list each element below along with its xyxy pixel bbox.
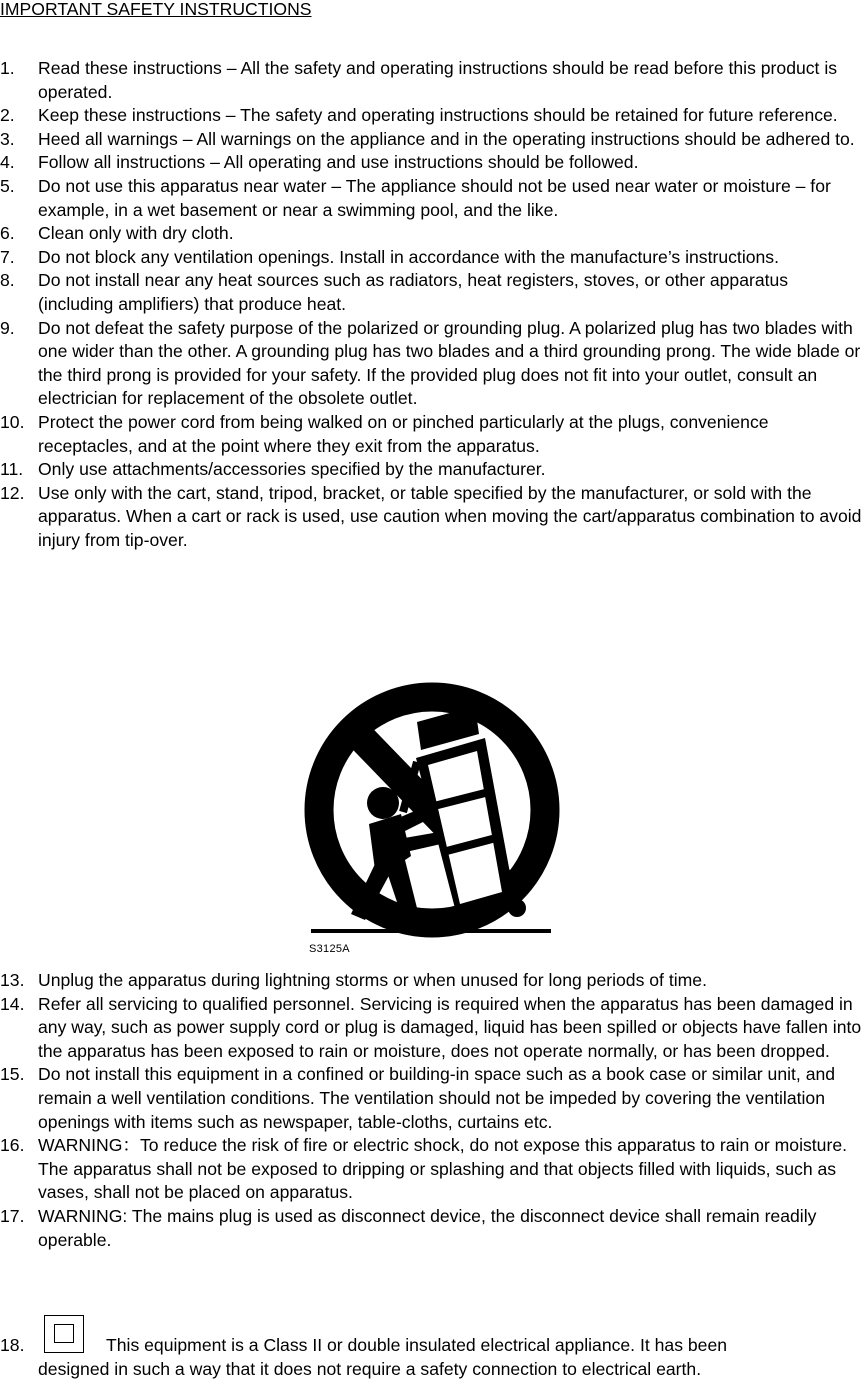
- item-text: Unplug the apparatus during lightning storms or when unused for long periods of time.: [38, 970, 707, 990]
- item-number: 6.: [0, 223, 15, 244]
- item-number: 4.: [0, 152, 15, 173]
- instructions-list-2: [0, 969, 863, 1252]
- item-number: 12.: [0, 482, 25, 503]
- list-item: [0, 246, 863, 270]
- list-item: [0, 317, 863, 411]
- list-item: [0, 104, 863, 128]
- item-number: 1.: [0, 58, 15, 78]
- item-number: 10.: [0, 411, 25, 432]
- item-text: Do not use this apparatus near water – The appliance should not be used near water or moisture – for example, in a wet basement or near a swimming pool, and the like.: [38, 175, 831, 220]
- item-number: 18.: [0, 1335, 25, 1355]
- item-text-line-1: This equipment is a Class II or double insulated electrical appliance. It has been: [106, 1335, 728, 1355]
- item-number: 2.: [0, 105, 15, 126]
- list-item: [0, 128, 863, 152]
- cart-tip-over-warning-icon: [289, 664, 574, 959]
- item-text: Read these instructions – All the safety and operating instructions should be read before this product is operated.: [38, 58, 838, 102]
- list-item: [0, 482, 863, 553]
- page-title: IMPORTANT SAFETY INSTRUCTIONS: [0, 0, 312, 19]
- item-text: WARNING: The mains plug is used as disconnect device, the disconnect device shall remain readily operable.: [38, 1205, 817, 1250]
- list-item: [0, 1063, 863, 1134]
- item-number: 14.: [0, 993, 25, 1014]
- list-item: [0, 175, 863, 222]
- item-number: 17.: [0, 1205, 25, 1226]
- item-text: Clean only with dry cloth.: [38, 223, 234, 244]
- list-item: [0, 411, 863, 458]
- item-text: Keep these instructions – The safety and operating instructions should be retained for future reference.: [38, 105, 838, 126]
- item-text: Do not block any ventilation openings. Install in accordance with the manufacture’s instructions.: [38, 246, 779, 267]
- item-number: 5.: [0, 175, 15, 196]
- list-item: [0, 969, 863, 993]
- instructions-list-1: [0, 57, 863, 552]
- item-text: Do not install this equipment in a confined or building-in space such as a book case or similar unit, and remain a well ventilation conditions. The ventilation should not be impeded by covering the ventilation openings with items such as newspaper, table-cloths, curtains etc.: [38, 1064, 836, 1132]
- item-text: Use only with the cart, stand, tripod, bracket, or table specified by the manufacturer, or sold with the apparatus. When a cart or rack is used, use caution when moving the cart/apparatus combination to avoid injury from tip-over.: [38, 482, 862, 550]
- list-item: [0, 458, 863, 482]
- item-number: 13.: [0, 970, 25, 990]
- item-text-line-2: designed in such a way that it does not require a safety connection to electrical earth.: [38, 1359, 702, 1379]
- item-text: Only use attachments/accessories specified by the manufacturer.: [38, 459, 546, 480]
- item-number: 9.: [0, 317, 15, 338]
- list-item: [0, 151, 863, 175]
- item-text: Refer all servicing to qualified personnel. Servicing is required when the apparatus has been damaged in any way, such as power supply cord or plug is damaged, liquid has been spilled or objects have fallen into the apparatus has been exposed to rain or moisture, does not operate normally, or has been dropped.: [38, 993, 862, 1061]
- item-number: 16.: [0, 1135, 25, 1156]
- item-number: 15.: [0, 1064, 25, 1085]
- list-item: [0, 993, 863, 1064]
- item-number: 8.: [0, 270, 15, 291]
- item-text: Do not install near any heat sources such as radiators, heat registers, stoves, or other apparatus (including amplifiers) that produce heat.: [38, 270, 789, 314]
- item-number: 11.: [0, 459, 24, 480]
- list-item: [0, 57, 863, 104]
- class-ii-double-insulation-icon: [44, 1315, 84, 1353]
- item-text: Protect the power cord from being walked on or pinched particularly at the plugs, convenience receptacles, and at the point where they exit from the apparatus.: [38, 411, 769, 456]
- item-text: Do not defeat the safety purpose of the polarized or grounding plug. A polarized plug has two blades with one wider than the other. A grounding plug has two blades and a third grounding prong. The wide blade or the third prong is provided for your safety. If the provided plug does not fit into your outlet, consult an electrician for replacement of the obsolete outlet.: [38, 317, 861, 409]
- item-number: 3.: [0, 128, 15, 149]
- list-item: [0, 222, 863, 246]
- list-item: [0, 1134, 863, 1205]
- item-text: Follow all instructions – All operating and use instructions should be followed.: [38, 152, 639, 173]
- list-item: [0, 1205, 863, 1252]
- figure-code: S3125A: [309, 943, 350, 955]
- item-text: Heed all warnings – All warnings on the appliance and in the operating instructions should be adhered to.: [38, 128, 855, 149]
- item-number: 7.: [0, 246, 15, 267]
- list-item: [0, 269, 863, 316]
- item-text: WARNING：To reduce the risk of fire or electric shock, do not expose this apparatus to rain or moisture. The apparatus shall not be exposed to dripping or splashing and that objects filled with liquids, such as vases, shall not be placed on apparatus.: [38, 1135, 847, 1203]
